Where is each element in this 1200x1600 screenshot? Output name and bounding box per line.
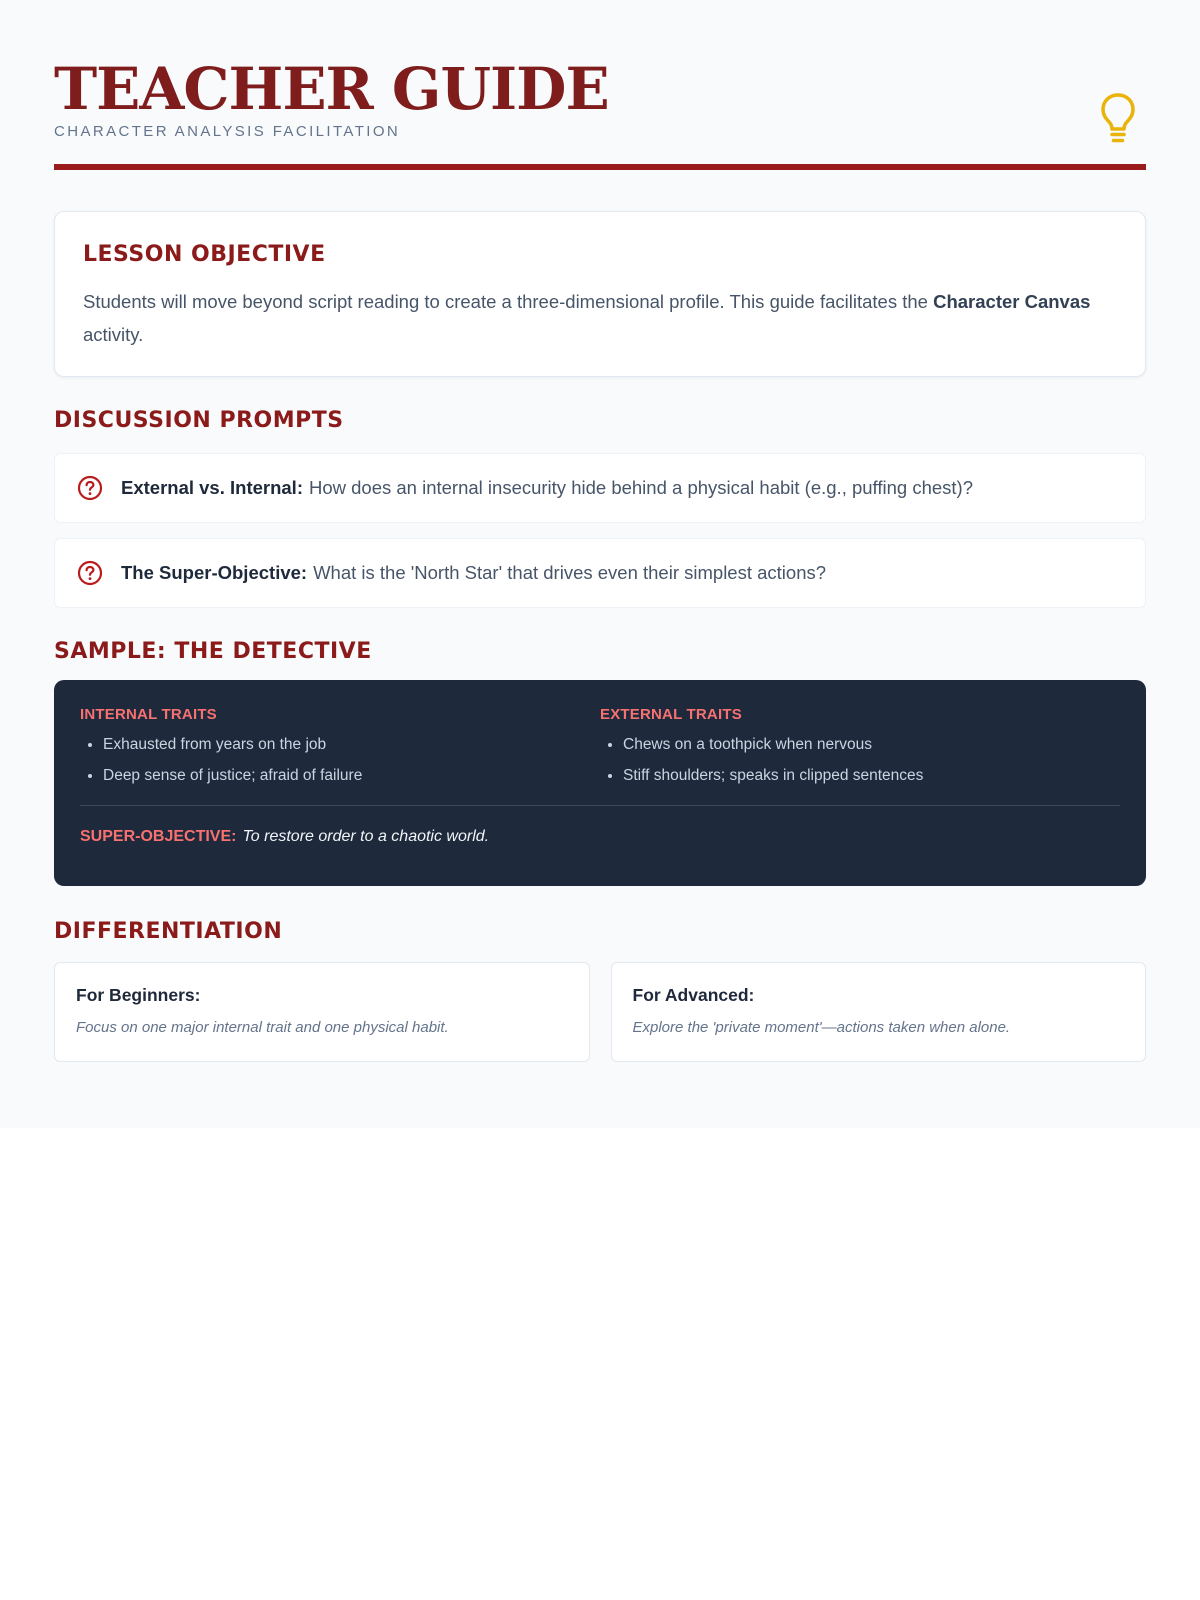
- header: [54, 54, 1146, 170]
- trait-item: • Stiff shoulders; speaks in clipped sentences: [623, 760, 1120, 791]
- lightbulb-icon: [1100, 92, 1136, 144]
- discussion-prompt: [54, 453, 1146, 523]
- discussion-prompts-heading: DISCUSSION PROMPTS: [54, 408, 344, 433]
- question-circle-icon: [77, 475, 103, 501]
- page-subtitle: CHARACTER ANALYSIS FACILITATION: [54, 123, 401, 140]
- internal-traits-column: [80, 706, 600, 791]
- internal-traits-heading: INTERNAL TRAITS: [80, 706, 217, 723]
- prompt-text: How does an internal insecurity hide behind a physical habit (e.g., puffing chest)?: [308, 477, 973, 498]
- trait-item: • Chews on a toothpick when nervous: [623, 729, 1120, 760]
- advanced-title: For Advanced:: [632, 985, 755, 1005]
- differentiation-heading: DIFFERENTIATION: [54, 919, 283, 944]
- beginners-text: Focus on one major internal trait and one physical habit.: [76, 1019, 449, 1036]
- trait-item: • Exhausted from years on the job: [103, 729, 600, 760]
- advanced-text: Explore the 'private moment'—actions taken when alone.: [632, 1019, 1011, 1036]
- differentiation-row: [54, 962, 1146, 1062]
- super-objective: [80, 828, 1120, 846]
- lesson-objective-heading: LESSON OBJECTIVE: [83, 242, 326, 267]
- objective-text-end: activity.: [83, 324, 144, 345]
- lesson-objective-card: [54, 211, 1146, 377]
- lesson-objective-text: [83, 285, 1117, 351]
- divider: [80, 805, 1120, 806]
- beginners-title: For Beginners:: [76, 985, 201, 1005]
- objective-text-start: Students will move beyond script reading to create a three-dimensional profile. This guide facilitates the: [83, 291, 928, 312]
- external-traits-heading: EXTERNAL TRAITS: [600, 706, 742, 723]
- prompt-label: External vs. Internal:: [121, 477, 303, 498]
- sample-character-panel: [54, 680, 1146, 886]
- trait-item: • Deep sense of justice; afraid of failure: [103, 760, 600, 791]
- super-objective-label: SUPER-OBJECTIVE:: [80, 828, 237, 845]
- beginners-card: [54, 962, 590, 1062]
- prompt-label: The Super-Objective:: [121, 562, 308, 583]
- advanced-card: [611, 962, 1147, 1062]
- sample-heading: SAMPLE: THE DETECTIVE: [54, 639, 372, 664]
- objective-activity-name: Character Canvas: [933, 291, 1091, 312]
- prompt-text: What is the 'North Star' that drives even their simplest actions?: [313, 562, 827, 583]
- page-title: TEACHER GUIDE: [54, 55, 609, 123]
- super-objective-text: To restore order to a chaotic world.: [242, 828, 490, 845]
- external-traits-column: [600, 706, 1120, 791]
- question-circle-icon: [77, 560, 103, 586]
- discussion-prompt: [54, 538, 1146, 608]
